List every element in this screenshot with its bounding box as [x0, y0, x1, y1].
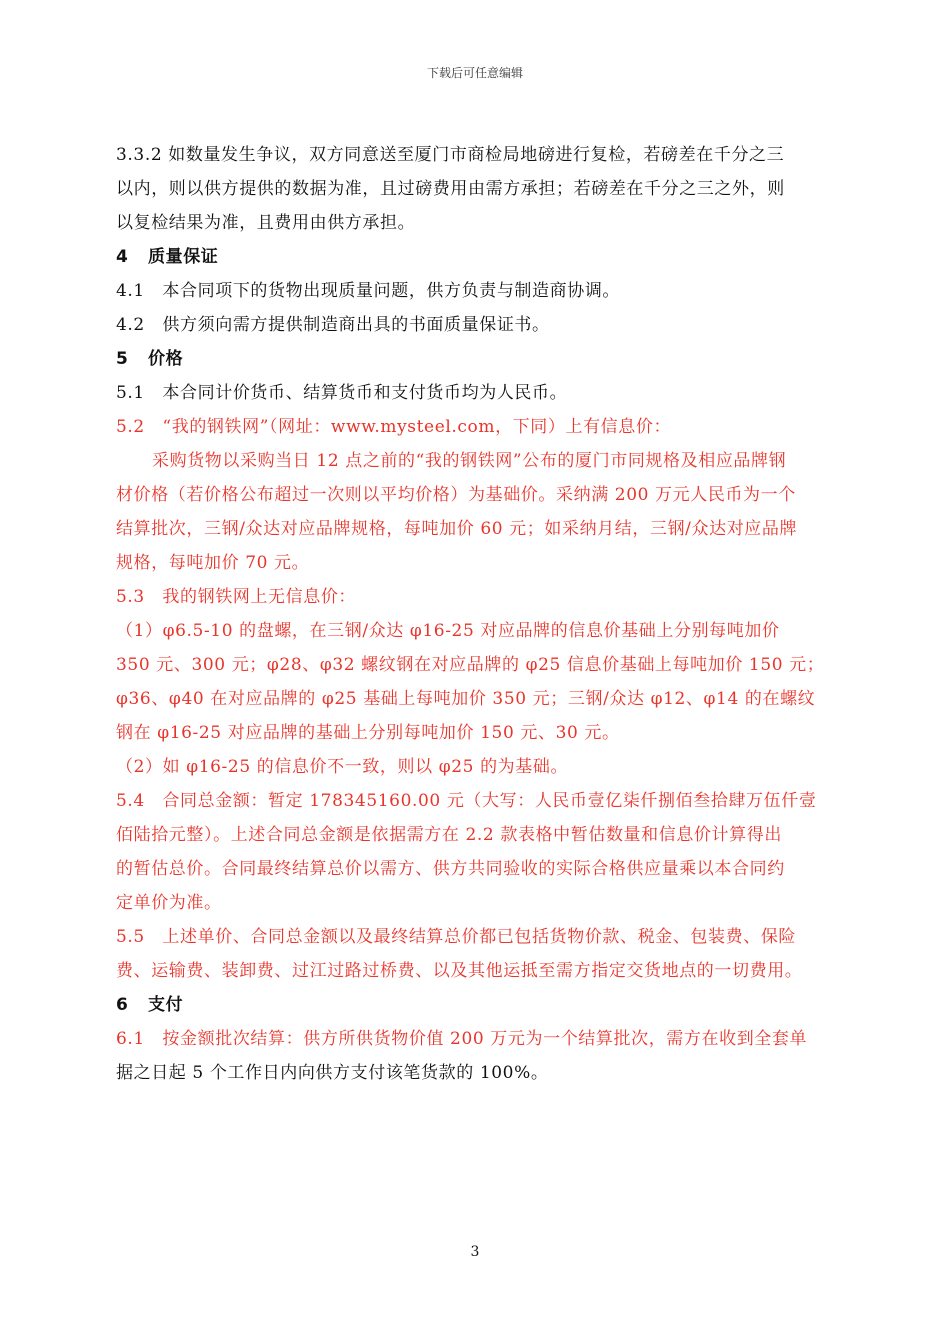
section-number: 6 [116, 995, 129, 1015]
document-body [116, 138, 852, 1090]
section-heading-price [116, 342, 852, 376]
section-heading-payment [116, 988, 852, 1022]
paragraph-line: 佰陆拾元整）。上述合同总金额是依据需方在 2.2 款表格中暂估数量和信息价计算得出 [116, 825, 782, 845]
paragraph-line: 钢在 φ16-25 对应品牌的基础上分别每吨加价 150 元、30 元。 [116, 723, 620, 743]
paragraph-line: 以内，则以供方提供的数据为准，且过磅费用由需方承担；若磅差在千分之三之外，则 [116, 179, 785, 199]
section-title: 价格 [148, 349, 184, 369]
clause-5-4: 5.4 合同总金额：暂定 178345160.00 元（大写：人民币壹亿柒仟捌佰叁拾肆万伍仟壹 [116, 791, 817, 811]
section-heading-quality [116, 240, 852, 274]
paragraph-line: 材价格（若价格公布超过一次则以平均价格）为基础价。采纳满 200 万元人民币为一个 [116, 485, 796, 505]
paragraph-line: 采购货物以采购当日 12 点之前的“我的钢铁网”公布的厦门市同规格及相应品牌钢 [152, 451, 787, 471]
paragraph-line: φ36、φ40 在对应品牌的 φ25 基础上每吨加价 350 元；三钢/众达 φ12、φ14 的在螺纹 [116, 689, 816, 709]
paragraph-line: （2）如 φ16-25 的信息价不一致，则以 φ25 的为基础。 [116, 757, 569, 777]
paragraph-line: 结算批次，三钢/众达对应品牌规格，每吨加价 60 元；如采纳月结，三钢/众达对应品牌 [116, 519, 798, 539]
clause-5-2: 5.2 “我的钢铁网”（网址：www.mysteel.com，下同）上有信息价： [116, 417, 672, 437]
clause-4-1: 4.1 本合同项下的货物出现质量问题，供方负责与制造商协调。 [116, 281, 621, 301]
clause-5-3: 5.3 我的钢铁网上无信息价： [116, 587, 357, 607]
page-header: 下载后可任意编辑 [426, 66, 523, 80]
paragraph-line: 以复检结果为准，且费用由供方承担。 [116, 213, 416, 233]
page-number: 3 [470, 1244, 480, 1260]
paragraph-line: 规格，每吨加价 70 元。 [116, 553, 310, 573]
paragraph-line: 3.3.2 如数量发生争议，双方同意送至厦门市商检局地磅进行复检，若磅差在千分之三 [116, 145, 785, 165]
section-number: 5 [116, 349, 129, 369]
clause-5-1: 5.1 本合同计价货币、结算货币和支付货币均为人民币。 [116, 383, 568, 403]
paragraph-line: （1）φ6.5-10 的盘螺，在三钢/众达 φ16-25 对应品牌的信息价基础上分别每吨加价 [116, 621, 780, 641]
paragraph-line: 定单价为准。 [116, 893, 222, 913]
clause-6-1: 6.1 按金额批次结算：供方所供货物价值 200 万元为一个结算批次，需方在收到全套单 [116, 1029, 808, 1049]
clause-5-5: 5.5 上述单价、合同总金额以及最终结算总价都已包括货物价款、税金、包装费、保险 [116, 927, 797, 947]
section-number: 4 [116, 247, 129, 267]
paragraph-line: 的暂估总价。合同最终结算总价以需方、供方共同验收的实际合格供应量乘以本合同约 [116, 859, 785, 879]
paragraph-line: 350 元、300 元；φ28、φ32 螺纹钢在对应品牌的 φ25 信息价基础上每吨加价 150 元； [116, 655, 825, 675]
section-title: 质量保证 [148, 247, 219, 267]
section-title: 支付 [148, 995, 184, 1015]
clause-4-2: 4.2 供方须向需方提供制造商出具的书面质量保证书。 [116, 315, 550, 335]
paragraph-line: 据之日起 5 个工作日内向供方支付该笔货款的 100%。 [116, 1063, 549, 1083]
paragraph-line: 费、运输费、装卸费、过江过路过桥费、以及其他运抵至需方指定交货地点的一切费用。 [116, 961, 803, 981]
